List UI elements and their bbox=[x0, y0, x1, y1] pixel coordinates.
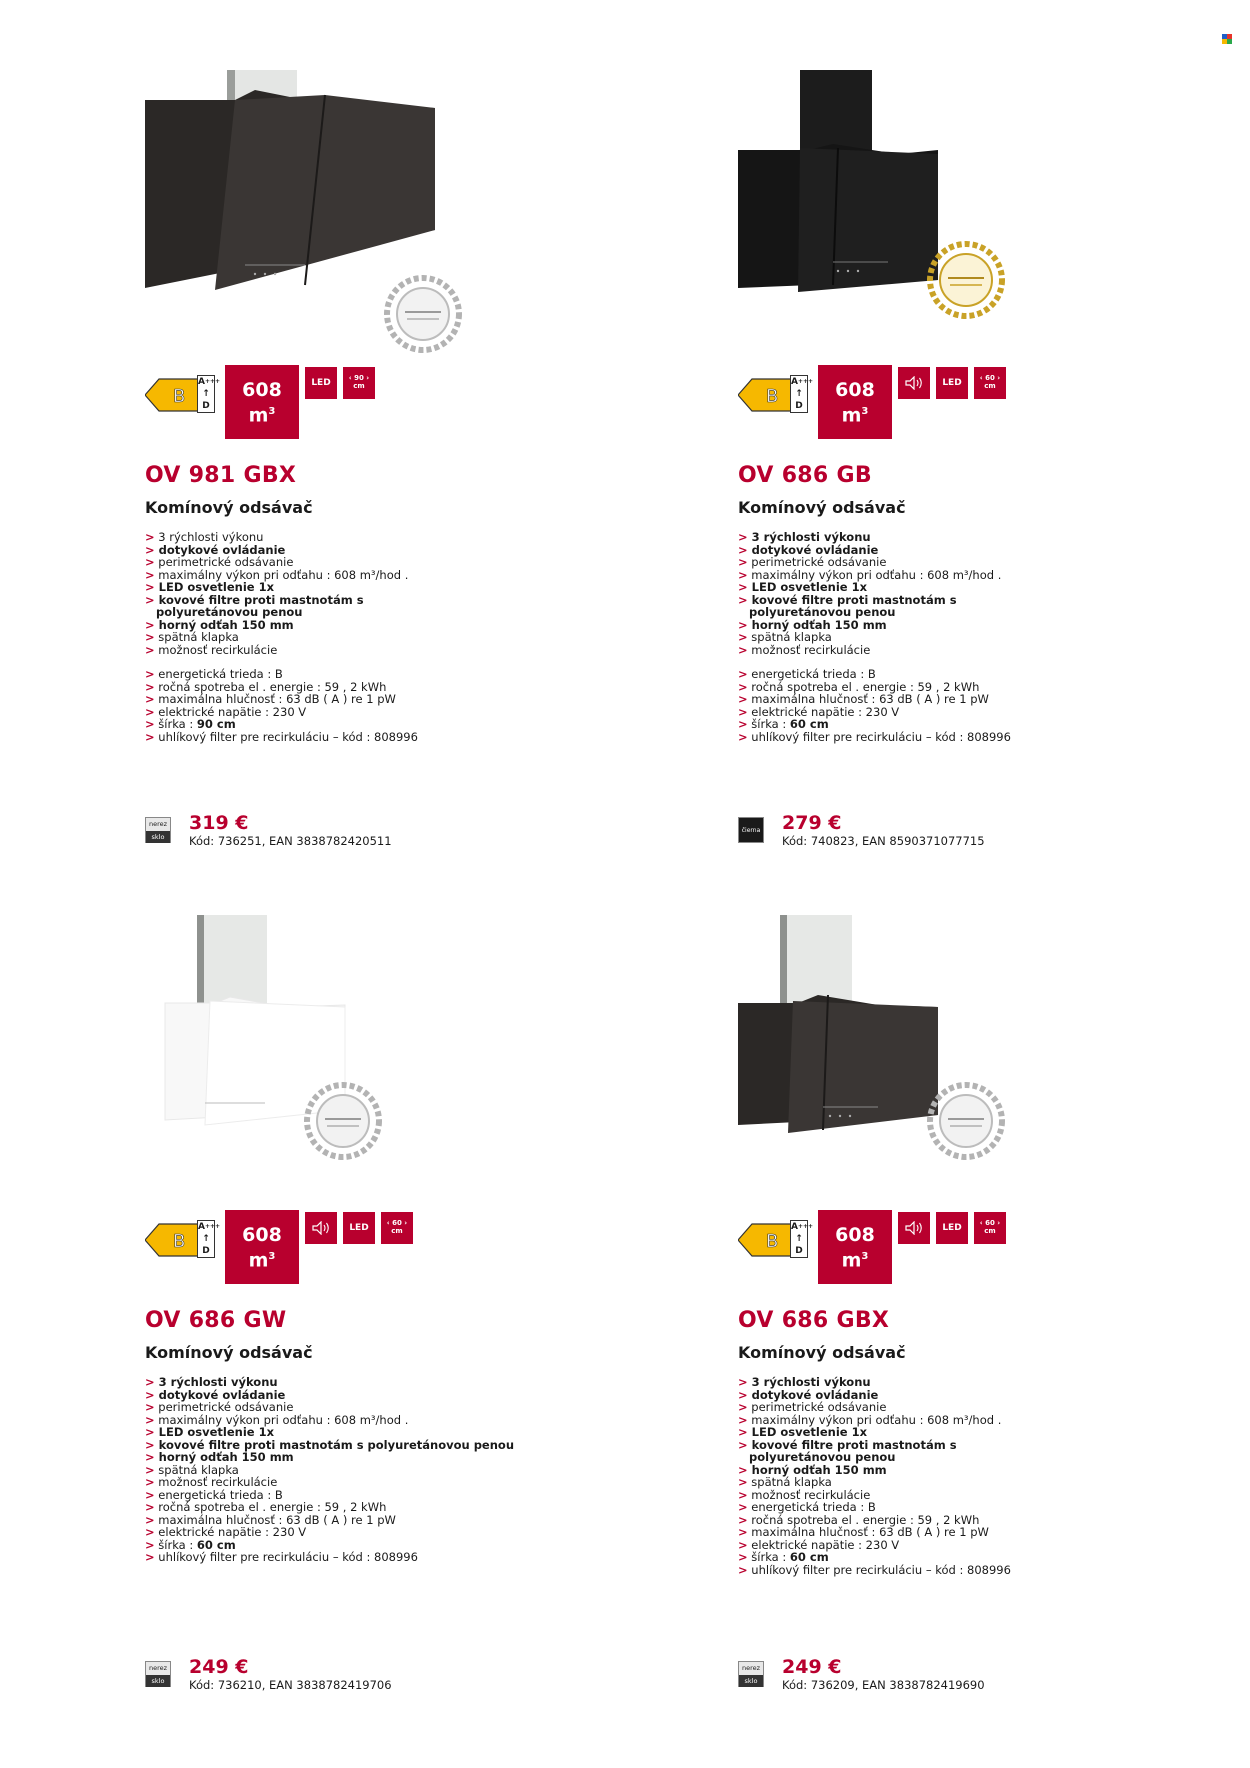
list-item: > maximálna hlučnosť : 63 dB ( A ) re 1 pW bbox=[738, 1525, 989, 1539]
list-item: > dotykové ovládanie bbox=[145, 1387, 286, 1402]
list-item: > dotykové ovládanie bbox=[145, 542, 286, 557]
price-block bbox=[738, 812, 1138, 857]
list-item: > uhlíkový filter pre recirkuláciu – kód : 808996 bbox=[145, 1550, 418, 1564]
width-badge: ‹ 60 › cm bbox=[974, 1212, 1006, 1244]
led-badge: LED bbox=[343, 1212, 375, 1244]
list-item: > spätná klapka bbox=[145, 630, 239, 644]
list-item: > maximálny výkon pri odťahu : 608 m³/hod . bbox=[145, 567, 409, 582]
hood-image bbox=[738, 915, 1058, 1175]
feature-list bbox=[145, 1376, 615, 1564]
list-item: > možnosť recirkulácie bbox=[145, 1475, 278, 1489]
color-chip-nerez-sklo: nerez sklo bbox=[145, 1661, 171, 1687]
list-item: > 3 rýchlosti výkonu bbox=[738, 530, 871, 544]
list-item: > 3 rýchlosti výkonu bbox=[738, 1375, 871, 1389]
list-item: > energetická trieda : B bbox=[145, 667, 283, 681]
list-item: > 3 rýchlosti výkonu bbox=[145, 530, 264, 544]
list-item: > uhlíkový filter pre recirkuláciu – kód : 808996 bbox=[738, 1562, 1011, 1577]
model-title: OV 686 GBX bbox=[738, 1308, 890, 1333]
list-item: > elektrické napätie : 230 V bbox=[738, 704, 900, 719]
width-badge: ‹ 90 › cm bbox=[343, 367, 375, 399]
feature-badges bbox=[145, 365, 525, 445]
feature-badges bbox=[145, 1210, 525, 1290]
airflow-badge: 608 $m^3$ bbox=[225, 1210, 299, 1284]
list-item: > ročná spotreba el . energie : 59 , 2 kWh bbox=[145, 679, 387, 694]
list-item: > šírka : 90 cm bbox=[145, 717, 236, 731]
list-item: > elektrické napätie : 230 V bbox=[145, 704, 307, 719]
product-code: Kód: 736209, EAN 3838782419690 bbox=[782, 1678, 985, 1692]
list-item: > perimetrické odsávanie bbox=[738, 1400, 887, 1414]
list-item: > energetická trieda : B bbox=[145, 1487, 283, 1502]
price: 249 € bbox=[189, 1656, 249, 1678]
list-item: > maximálny výkon pri odťahu : 608 m³/hod . bbox=[145, 1412, 409, 1427]
color-chip-cierna: čierna bbox=[738, 817, 764, 843]
list-item: > ročná spotreba el . energie : 59 , 2 kWh bbox=[145, 1500, 387, 1514]
list-item: > možnosť recirkulácie bbox=[738, 642, 871, 657]
model-title: OV 686 GW bbox=[145, 1308, 287, 1333]
airflow-badge: 608 $m^3$ bbox=[818, 1210, 892, 1284]
width-badge: ‹ 60 › cm bbox=[974, 367, 1006, 399]
svg-text:B: B bbox=[766, 386, 779, 407]
product-code: Kód: 736210, EAN 3838782419706 bbox=[189, 1678, 392, 1692]
list-item: > kovové filtre proti mastnotám s polyuretánovou penou bbox=[145, 1437, 515, 1452]
product-type: Komínový odsávač bbox=[145, 498, 313, 517]
list-item: > šírka : 60 cm bbox=[738, 717, 829, 731]
sound-badge bbox=[898, 367, 930, 399]
led-badge: LED bbox=[305, 367, 337, 399]
list-item: > elektrické napätie : 230 V bbox=[738, 1537, 900, 1552]
price: 279 € bbox=[782, 812, 842, 834]
list-item: > LED osvetlenie 1x bbox=[145, 580, 275, 594]
list-item: > LED osvetlenie 1x bbox=[738, 580, 868, 594]
list-item: > možnosť recirkulácie bbox=[738, 1487, 871, 1502]
list-item: > maximálna hlučnosť : 63 dB ( A ) re 1 pW bbox=[145, 692, 396, 706]
list-item: > kovové filtre proti mastnotám s polyuretánovou penou bbox=[738, 592, 957, 619]
speaker-icon bbox=[311, 1221, 331, 1235]
model-title: OV 686 GB bbox=[738, 463, 872, 488]
product-code: Kód: 740823, EAN 8590371077715 bbox=[782, 834, 985, 848]
list-item: > šírka : 60 cm bbox=[738, 1550, 829, 1564]
list-item: > možnosť recirkulácie bbox=[145, 642, 278, 657]
product-card-ov-981-gbx bbox=[145, 70, 615, 890]
price: 249 € bbox=[782, 1656, 842, 1678]
product-card-ov-686-gbx bbox=[738, 915, 1208, 1735]
mora-premium-seal bbox=[926, 240, 1006, 320]
sound-badge bbox=[898, 1212, 930, 1244]
list-item: > maximálny výkon pri odťahu : 608 m³/hod . bbox=[738, 1412, 1002, 1427]
hood-image bbox=[738, 70, 1058, 330]
led-badge: LED bbox=[936, 1212, 968, 1244]
svg-text:B: B bbox=[173, 386, 186, 407]
list-item: > perimetrické odsávanie bbox=[738, 555, 887, 569]
list-item: > energetická trieda : B bbox=[738, 667, 876, 681]
list-item: > horný odťah 150 mm bbox=[738, 1462, 887, 1477]
list-item: > 3 rýchlosti výkonu bbox=[145, 1375, 278, 1389]
color-mark-icon bbox=[1222, 34, 1232, 44]
svg-text:B: B bbox=[766, 1231, 779, 1252]
price-block bbox=[145, 812, 545, 857]
energy-scale: A+++ ↑ D bbox=[791, 377, 814, 411]
sound-badge bbox=[305, 1212, 337, 1244]
product-card-ov-686-gw bbox=[145, 915, 615, 1735]
list-item: > kovové filtre proti mastnotám s polyuretánovou penou bbox=[738, 1437, 957, 1464]
list-item: > maximálna hlučnosť : 63 dB ( A ) re 1 pW bbox=[145, 1512, 396, 1527]
energy-scale: A+++ ↑ D bbox=[198, 1222, 221, 1256]
led-badge: LED bbox=[936, 367, 968, 399]
color-chip-nerez-sklo: nerez sklo bbox=[738, 1661, 764, 1687]
list-item: > horný odťah 150 mm bbox=[738, 617, 887, 632]
feature-list bbox=[145, 531, 615, 743]
list-item: > elektrické napätie : 230 V bbox=[145, 1525, 307, 1539]
mora-premium-seal bbox=[383, 274, 463, 354]
model-title: OV 981 GBX bbox=[145, 463, 297, 488]
product-type: Komínový odsávač bbox=[145, 1343, 313, 1362]
list-item: > perimetrické odsávanie bbox=[145, 555, 294, 569]
energy-scale: A+++ ↑ D bbox=[198, 377, 221, 411]
list-item: > uhlíkový filter pre recirkuláciu – kód : 808996 bbox=[738, 729, 1011, 744]
list-item: > spätná klapka bbox=[145, 1462, 239, 1477]
list-item: > horný odťah 150 mm bbox=[145, 1450, 294, 1464]
list-item: > spätná klapka bbox=[738, 1475, 832, 1489]
width-badge: ‹ 60 › cm bbox=[381, 1212, 413, 1244]
product-code: Kód: 736251, EAN 3838782420511 bbox=[189, 834, 392, 848]
list-item: > LED osvetlenie 1x bbox=[738, 1425, 868, 1439]
feature-badges bbox=[738, 1210, 1118, 1290]
list-item: > perimetrické odsávanie bbox=[145, 1400, 294, 1414]
svg-text:B: B bbox=[173, 1231, 186, 1252]
list-item: > ročná spotreba el . energie : 59 , 2 kWh bbox=[738, 679, 980, 694]
airflow-badge: 608 $m^3$ bbox=[818, 365, 892, 439]
list-item: > energetická trieda : B bbox=[738, 1500, 876, 1514]
airflow-badge: 608 $m^3$ bbox=[225, 365, 299, 439]
price-block bbox=[738, 1656, 1138, 1701]
speaker-icon bbox=[904, 376, 924, 390]
list-item: > maximálna hlučnosť : 63 dB ( A ) re 1 pW bbox=[738, 692, 989, 706]
product-type: Komínový odsávač bbox=[738, 498, 906, 517]
mora-premium-seal bbox=[303, 1081, 383, 1161]
energy-scale: A+++ ↑ D bbox=[791, 1222, 814, 1256]
mora-premium-seal bbox=[926, 1081, 1006, 1161]
feature-list bbox=[738, 531, 1208, 743]
list-item: > maximálny výkon pri odťahu : 608 m³/hod . bbox=[738, 567, 1002, 582]
price-block bbox=[145, 1656, 545, 1701]
feature-list bbox=[738, 1376, 1208, 1576]
color-chip-nerez-sklo: nerez sklo bbox=[145, 817, 171, 843]
list-item: > dotykové ovládanie bbox=[738, 1387, 879, 1402]
list-item: > horný odťah 150 mm bbox=[145, 617, 294, 632]
speaker-icon bbox=[904, 1221, 924, 1235]
list-item: > uhlíkový filter pre recirkuláciu – kód : 808996 bbox=[145, 729, 418, 744]
product-card-ov-686-gb bbox=[738, 70, 1208, 890]
list-item: > spätná klapka bbox=[738, 630, 832, 644]
price: 319 € bbox=[189, 812, 249, 834]
feature-badges bbox=[738, 365, 1118, 445]
list-item: > kovové filtre proti mastnotám s polyuretánovou penou bbox=[145, 592, 364, 619]
list-item: > ročná spotreba el . energie : 59 , 2 kWh bbox=[738, 1512, 980, 1527]
list-item: > dotykové ovládanie bbox=[738, 542, 879, 557]
product-type: Komínový odsávač bbox=[738, 1343, 906, 1362]
list-item: > LED osvetlenie 1x bbox=[145, 1425, 275, 1439]
list-item: > šírka : 60 cm bbox=[145, 1537, 236, 1552]
